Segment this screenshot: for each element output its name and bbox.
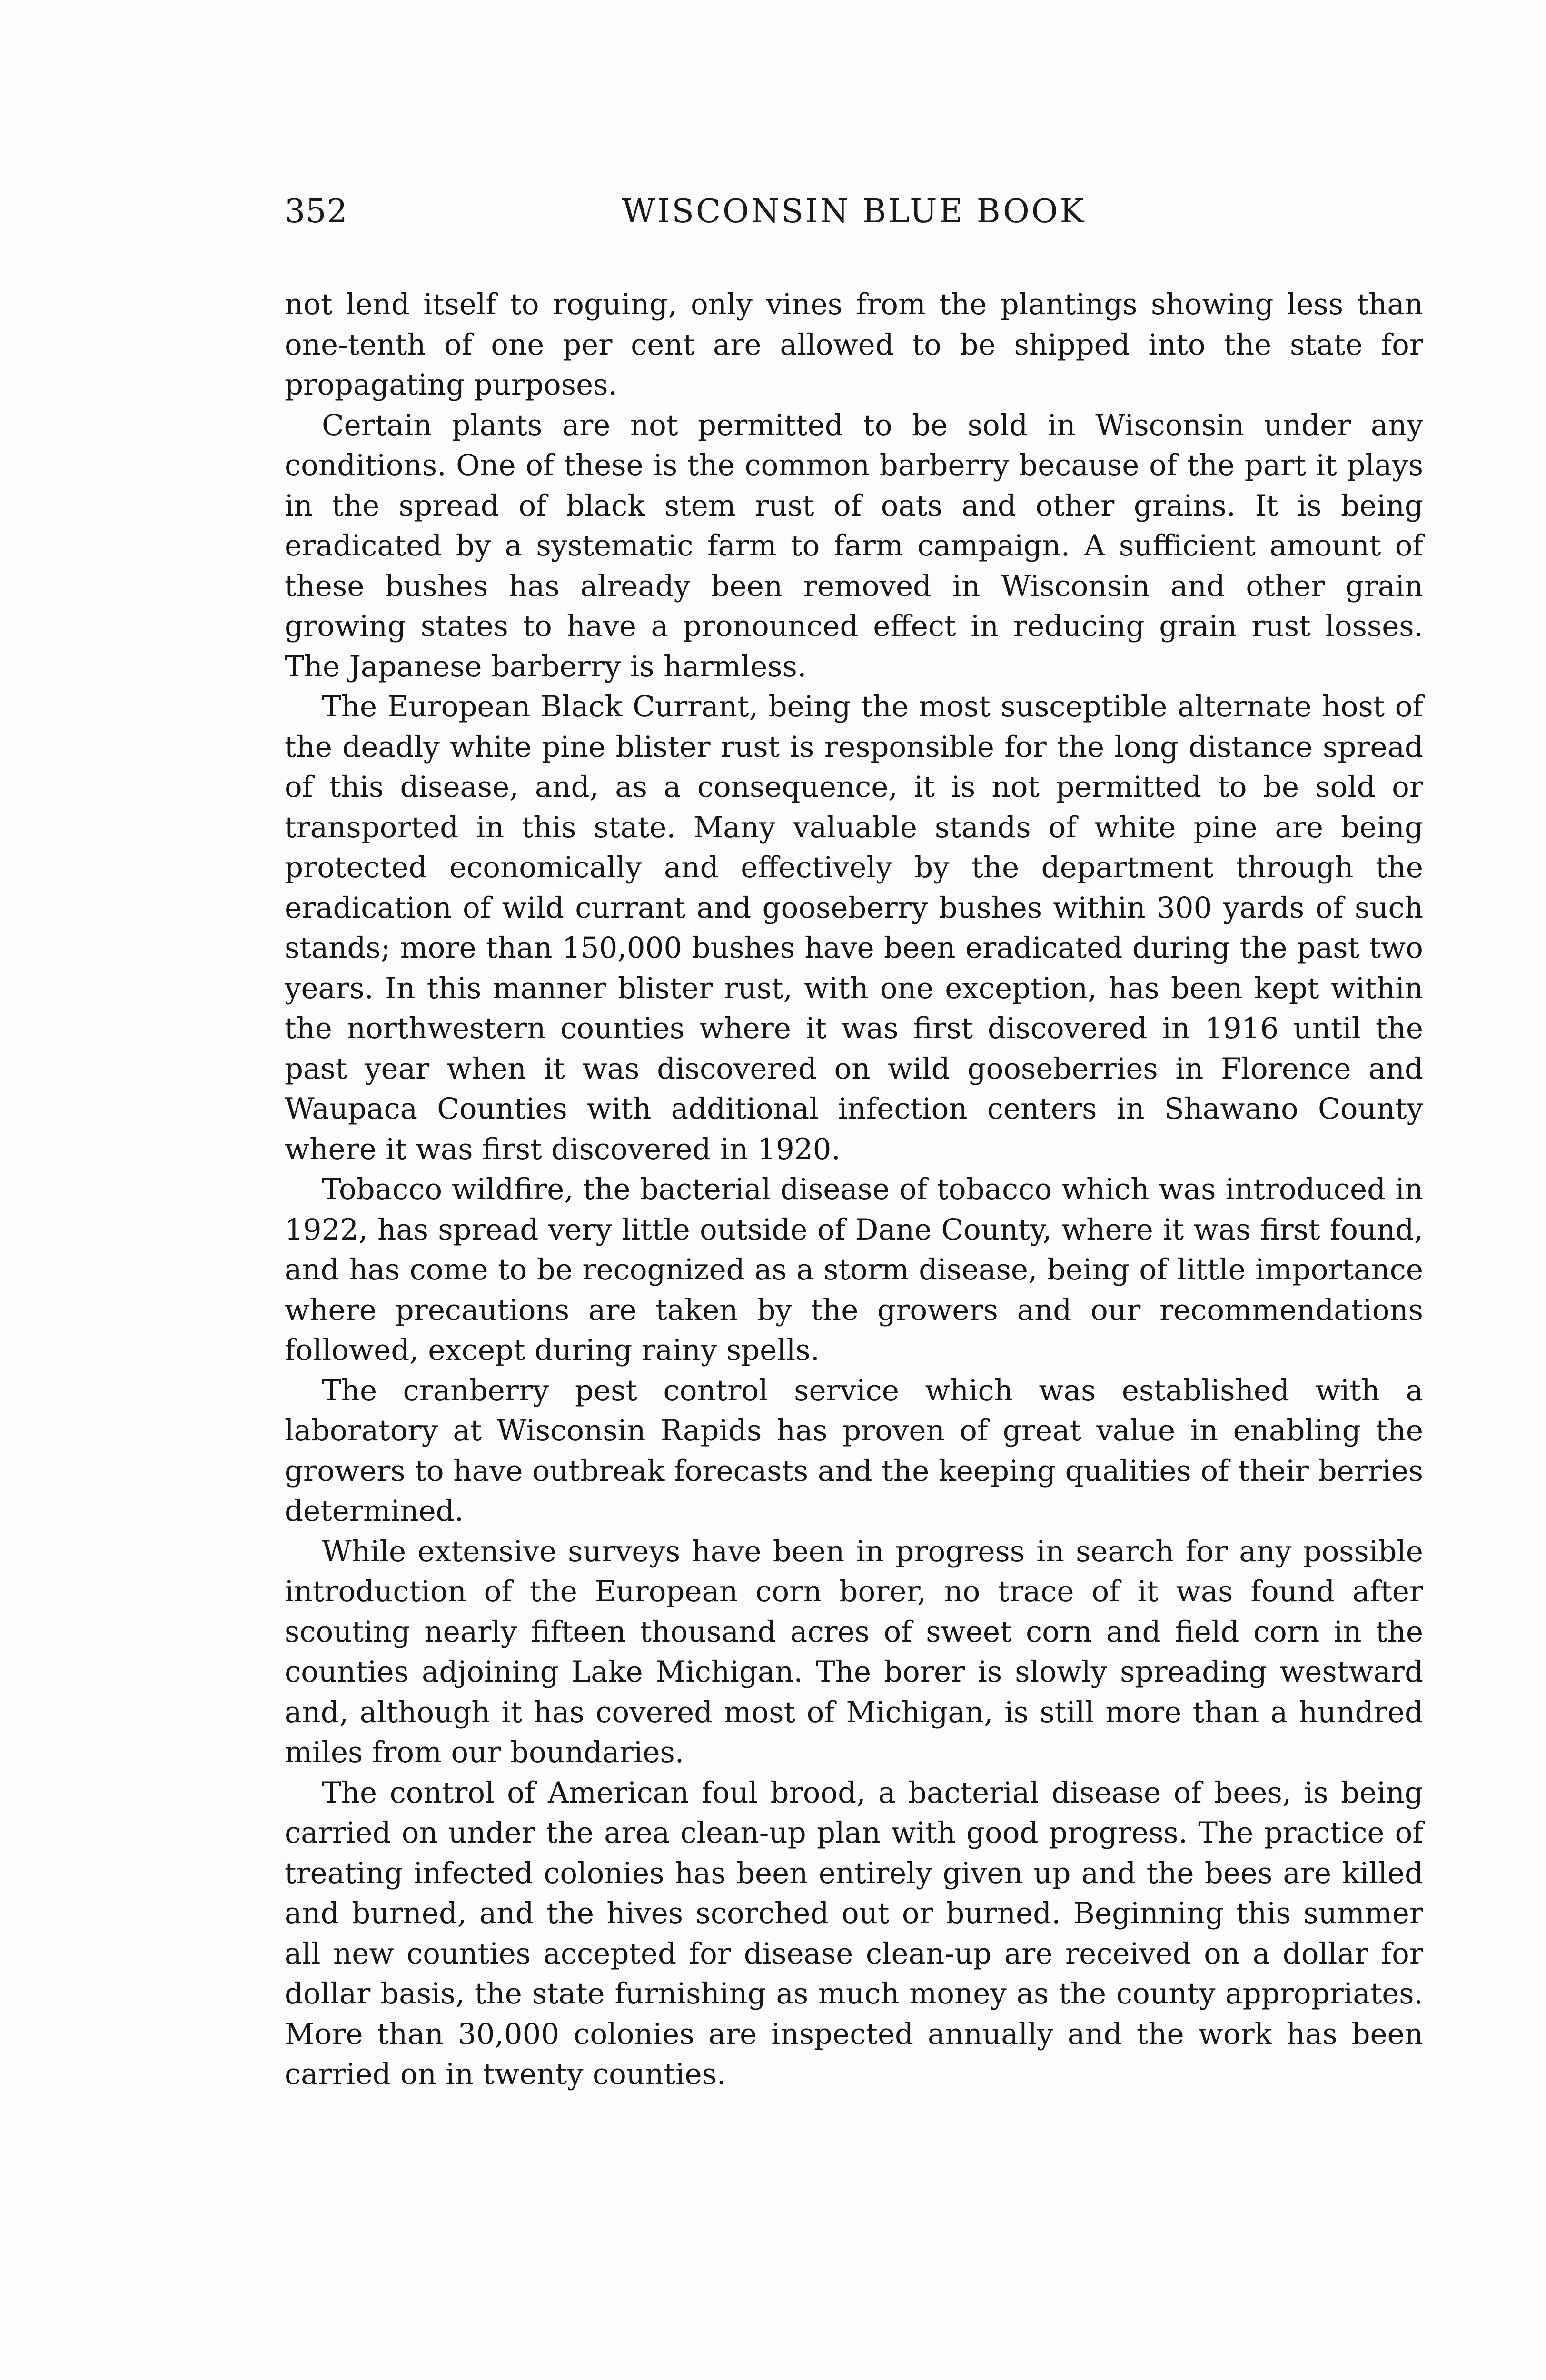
paragraph-foul-brood: The control of American foul brood, a bacterial disease of bees, is being carried on under the area clean-up plan with good progress. The practice of treating infected colonies has been entirely given up and the bees are killed and burned, and the hives scorched out or burned. Beginning this summer all new counties accepted for disease clean-up are received on a dollar for dollar basis, the state furnishing as much money as the county appropriates. More than 30,000 colonies are inspected annually and the work has been carried on in twenty counties. bbox=[285, 1775, 1423, 2091]
page-header bbox=[285, 193, 1423, 245]
paragraph-barberry: Certain plants are not permitted to be sold in Wisconsin under any conditions. One of these is the common barberry because of the part it plays in the spread of black stem rust of oats and other grains. It is being eradicated by a systematic farm to farm campaign. A sufficient amount of these bushes has already been removed in Wisconsin and other grain growing states to have a pronounced effect in reducing grain rust losses. The Japanese barberry is harmless. bbox=[285, 408, 1423, 684]
paragraph-corn-borer: While extensive surveys have been in progress in search for any possible introduction of the European corn borer, no trace of it was found after scouting nearly fifteen thousand acres of sweet corn and field corn in the counties adjoining Lake Michigan. The borer is slowly spreading westward and, although it has covered most of Michigan, is still more than a hundred miles from our boundaries. bbox=[285, 1534, 1423, 1769]
running-head: WISCONSIN BLUE BOOK bbox=[622, 193, 1086, 230]
body-text bbox=[285, 285, 1423, 2095]
paragraph-tobacco-wildfire: Tobacco wildfire, the bacterial disease of tobacco which was introduced in 1922, has spread very little outside of Dane County, where it was first found, and has come to be recognized as a storm disease, being of little importance where precautions are taken by the growers and our recommendations followed, except during rainy spells. bbox=[285, 1172, 1423, 1367]
page-number: 352 bbox=[285, 193, 348, 230]
paragraph-black-currant: The European Black Currant, being the most susceptible alternate host of the deadly white pine blister rust is responsible for the long distance spread of this disease, and, as a consequence, it is not permitted to be sold or transported in this state. Many valuable stands of white pine are being protected economically and effectively by the department through the eradication of wild currant and gooseberry bushes within 300 yards of such stands; more than 150,000 bushes have been eradicated during the past two years. In this manner blister rust, with one exception, has been kept within the northwestern counties where it was first discovered in 1916 until the past year when it was discovered on wild gooseberries in Florence and Waupaca Counties with additional infection centers in Shawano County where it was first discovered in 1920. bbox=[285, 690, 1423, 1166]
paragraph-roguing-continued: not lend itself to roguing, only vines from the plantings showing less than one-tenth of one per cent are allowed to be shipped into the state for propagating purposes. bbox=[285, 288, 1423, 402]
paragraph-cranberry: The cranberry pest control service which was established with a laboratory at Wisconsin Rapids has proven of great value in enabling the growers to have outbreak forecasts and the keeping qualities of their berries determined. bbox=[285, 1373, 1423, 1528]
